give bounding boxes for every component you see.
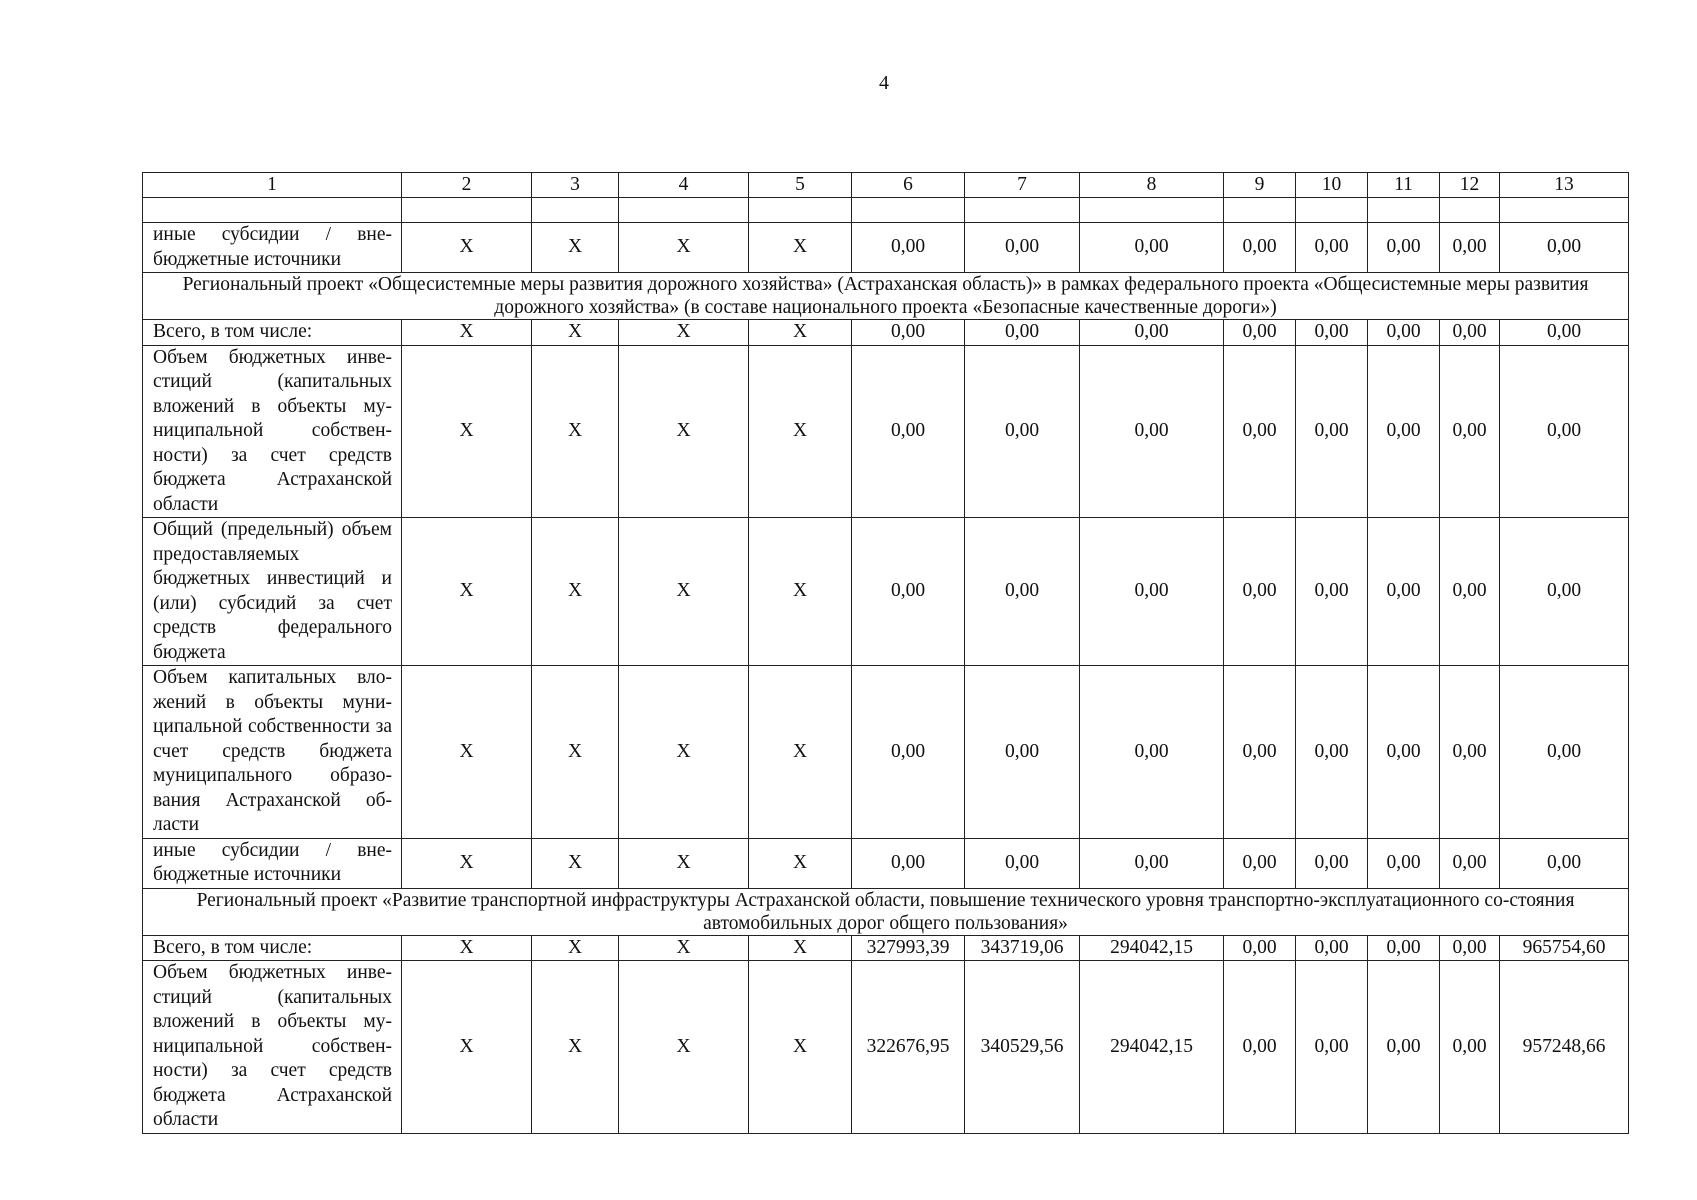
row-label: Общий (предельный) объем предоставляемых бюджетных инвестиций и (или) субсидий за счет средств федерального бюджета bbox=[143, 518, 402, 666]
table-cell: 0,00 bbox=[852, 518, 965, 666]
column-number: 3 bbox=[532, 173, 619, 198]
table-cell: 0,00 bbox=[1296, 961, 1368, 1134]
column-number: 13 bbox=[1500, 173, 1629, 198]
table-cell: 0,00 bbox=[965, 223, 1080, 273]
table-cell: Х bbox=[619, 838, 749, 888]
column-number: 1 bbox=[143, 173, 402, 198]
section-row bbox=[143, 273, 1629, 320]
row-label: Объем бюджетных инве-стиций (капитальных вложений в объекты му-ниципальной собствен-ности) за счет средств бюджета Астраханской области bbox=[143, 961, 402, 1134]
column-number: 2 bbox=[402, 173, 532, 198]
row-label: Объем бюджетных инве-стиций (капитальных вложений в объекты му-ниципальной собствен-ности) за счет средств бюджета Астраханской области bbox=[143, 345, 402, 518]
table-cell: 0,00 bbox=[1500, 838, 1629, 888]
column-number: 8 bbox=[1080, 173, 1224, 198]
table-cell: Х bbox=[749, 223, 852, 273]
table-cell: Х bbox=[619, 223, 749, 273]
table-row bbox=[143, 223, 1629, 273]
table-cell: Х bbox=[749, 838, 852, 888]
column-number: 5 bbox=[749, 173, 852, 198]
column-number: 7 bbox=[965, 173, 1080, 198]
table-cell: 0,00 bbox=[1440, 838, 1500, 888]
table-cell: 0,00 bbox=[1080, 666, 1224, 839]
blank-cell bbox=[532, 198, 619, 223]
table-cell: 0,00 bbox=[1224, 838, 1296, 888]
column-number-row bbox=[143, 173, 1629, 198]
table-cell: Х bbox=[532, 935, 619, 961]
table-cell: 0,00 bbox=[1500, 345, 1629, 518]
table-cell: Х bbox=[532, 320, 619, 346]
table-cell: Х bbox=[402, 961, 532, 1134]
table-cell: 0,00 bbox=[1440, 223, 1500, 273]
table-cell: 343719,06 bbox=[965, 935, 1080, 961]
blank-cell bbox=[1440, 198, 1500, 223]
row-label: Всего, в том числе: bbox=[143, 935, 402, 961]
table-cell: Х bbox=[749, 961, 852, 1134]
table-cell: 294042,15 bbox=[1080, 935, 1224, 961]
table-cell: 0,00 bbox=[1440, 961, 1500, 1134]
section-row bbox=[143, 888, 1629, 935]
table-cell: 0,00 bbox=[1500, 320, 1629, 346]
blank-cell bbox=[1296, 198, 1368, 223]
table-cell: 0,00 bbox=[1224, 935, 1296, 961]
table-cell: 0,00 bbox=[1224, 666, 1296, 839]
column-number: 11 bbox=[1368, 173, 1440, 198]
table-cell: Х bbox=[619, 345, 749, 518]
table-cell: 0,00 bbox=[1296, 320, 1368, 346]
table-cell: Х bbox=[749, 320, 852, 346]
table-cell: 0,00 bbox=[1080, 320, 1224, 346]
table-cell: 0,00 bbox=[1368, 345, 1440, 518]
table-cell: 0,00 bbox=[1224, 961, 1296, 1134]
table-cell: 0,00 bbox=[1296, 935, 1368, 961]
table-cell: 322676,95 bbox=[852, 961, 965, 1134]
column-number: 4 bbox=[619, 173, 749, 198]
table-cell: 294042,15 bbox=[1080, 961, 1224, 1134]
table-cell: 0,00 bbox=[1440, 666, 1500, 839]
table-cell: 0,00 bbox=[1368, 961, 1440, 1134]
table-cell: Х bbox=[402, 666, 532, 839]
table-cell: Х bbox=[402, 223, 532, 273]
row-label: Объем капитальных вло-жений в объекты муни-ципальной собственности за счет средств бюджета муниципального образо-вания Астраханской об-ласти bbox=[143, 666, 402, 839]
blank-cell bbox=[965, 198, 1080, 223]
blank-cell bbox=[1224, 198, 1296, 223]
column-number: 12 bbox=[1440, 173, 1500, 198]
table-cell: Х bbox=[402, 345, 532, 518]
table-cell: 0,00 bbox=[1368, 320, 1440, 346]
table-cell: 0,00 bbox=[1368, 935, 1440, 961]
table-cell: Х bbox=[532, 961, 619, 1134]
table-cell: 0,00 bbox=[852, 320, 965, 346]
table-cell: 0,00 bbox=[1500, 666, 1629, 839]
table-cell: Х bbox=[532, 666, 619, 839]
table-cell: 0,00 bbox=[852, 223, 965, 273]
table-cell: Х bbox=[402, 838, 532, 888]
table-cell: Х bbox=[619, 320, 749, 346]
table-cell: Х bbox=[402, 518, 532, 666]
table-cell: 0,00 bbox=[965, 320, 1080, 346]
column-number: 9 bbox=[1224, 173, 1296, 198]
column-number: 6 bbox=[852, 173, 965, 198]
table-cell: 0,00 bbox=[1296, 223, 1368, 273]
table-cell: 0,00 bbox=[1368, 666, 1440, 839]
table-cell: 0,00 bbox=[1224, 223, 1296, 273]
section-title: Региональный проект «Развитие транспортной инфраструктуры Астраханской области, повышение технического уровня транспортно-эксплуатационного со-стояния автомобильных дорог общего пользования» bbox=[143, 888, 1629, 935]
table-cell: 0,00 bbox=[1440, 518, 1500, 666]
table-cell: 0,00 bbox=[965, 345, 1080, 518]
table-row bbox=[143, 518, 1629, 666]
table-row bbox=[143, 961, 1629, 1134]
table-cell: 0,00 bbox=[1080, 223, 1224, 273]
table-cell: 0,00 bbox=[1368, 838, 1440, 888]
table-cell: Х bbox=[402, 320, 532, 346]
budget-table bbox=[142, 172, 1629, 1134]
table-cell: Х bbox=[619, 666, 749, 839]
row-label: Всего, в том числе: bbox=[143, 320, 402, 346]
table-cell: Х bbox=[532, 838, 619, 888]
table-row bbox=[143, 666, 1629, 839]
table-cell: Х bbox=[532, 518, 619, 666]
table-cell: 0,00 bbox=[1080, 838, 1224, 888]
table-cell: 0,00 bbox=[1500, 223, 1629, 273]
blank-cell bbox=[749, 198, 852, 223]
blank-cell bbox=[143, 198, 402, 223]
table-cell: Х bbox=[749, 518, 852, 666]
table-cell: 0,00 bbox=[1500, 518, 1629, 666]
table-row bbox=[143, 838, 1629, 888]
table-cell: 0,00 bbox=[965, 838, 1080, 888]
table-cell: 0,00 bbox=[1368, 223, 1440, 273]
table-cell: 0,00 bbox=[1224, 320, 1296, 346]
table-cell: Х bbox=[619, 935, 749, 961]
table-cell: 965754,60 bbox=[1500, 935, 1629, 961]
table-cell: 0,00 bbox=[1080, 518, 1224, 666]
table-cell: 0,00 bbox=[1368, 518, 1440, 666]
blank-cell bbox=[1368, 198, 1440, 223]
row-label: иные субсидии / вне-бюджетные источники bbox=[143, 223, 402, 273]
table-cell: 0,00 bbox=[852, 666, 965, 839]
table-cell: 0,00 bbox=[1224, 345, 1296, 518]
table-cell: Х bbox=[532, 345, 619, 518]
table-cell: 0,00 bbox=[852, 838, 965, 888]
blank-cell bbox=[852, 198, 965, 223]
table-row bbox=[143, 320, 1629, 346]
table-cell: 0,00 bbox=[1080, 345, 1224, 518]
table-cell: 0,00 bbox=[1440, 345, 1500, 518]
table-cell: 340529,56 bbox=[965, 961, 1080, 1134]
table-cell: Х bbox=[532, 223, 619, 273]
blank-cell bbox=[1080, 198, 1224, 223]
column-number: 10 bbox=[1296, 173, 1368, 198]
table-cell: Х bbox=[402, 935, 532, 961]
table-cell: Х bbox=[749, 345, 852, 518]
blank-cell bbox=[1500, 198, 1629, 223]
page-number: 4 bbox=[879, 72, 889, 94]
table-cell: 0,00 bbox=[1296, 518, 1368, 666]
table-cell: Х bbox=[749, 935, 852, 961]
table-row bbox=[143, 935, 1629, 961]
table-cell: 0,00 bbox=[965, 666, 1080, 839]
section-title: Региональный проект «Общесистемные меры развития дорожного хозяйства» (Астраханская область)» в рамках федерального проекта «Общесистемные меры развития дорожного хозяйства» (в составе национального проекта «Безопасные качественные дороги») bbox=[143, 273, 1629, 320]
table-cell: 0,00 bbox=[1440, 320, 1500, 346]
table-cell: Х bbox=[619, 518, 749, 666]
table-row bbox=[143, 345, 1629, 518]
table-cell: 327993,39 bbox=[852, 935, 965, 961]
table-cell: 0,00 bbox=[1296, 666, 1368, 839]
blank-cell bbox=[619, 198, 749, 223]
table-cell: Х bbox=[619, 961, 749, 1134]
row-label: иные субсидии / вне-бюджетные источники bbox=[143, 838, 402, 888]
table-cell: 957248,66 bbox=[1500, 961, 1629, 1134]
table-cell: 0,00 bbox=[965, 518, 1080, 666]
table-cell: Х bbox=[749, 666, 852, 839]
table-cell: 0,00 bbox=[1224, 518, 1296, 666]
table-cell: 0,00 bbox=[1440, 935, 1500, 961]
table-cell: 0,00 bbox=[1296, 345, 1368, 518]
table-cell: 0,00 bbox=[1296, 838, 1368, 888]
table-cell: 0,00 bbox=[852, 345, 965, 518]
blank-row bbox=[143, 198, 1629, 223]
blank-cell bbox=[402, 198, 532, 223]
